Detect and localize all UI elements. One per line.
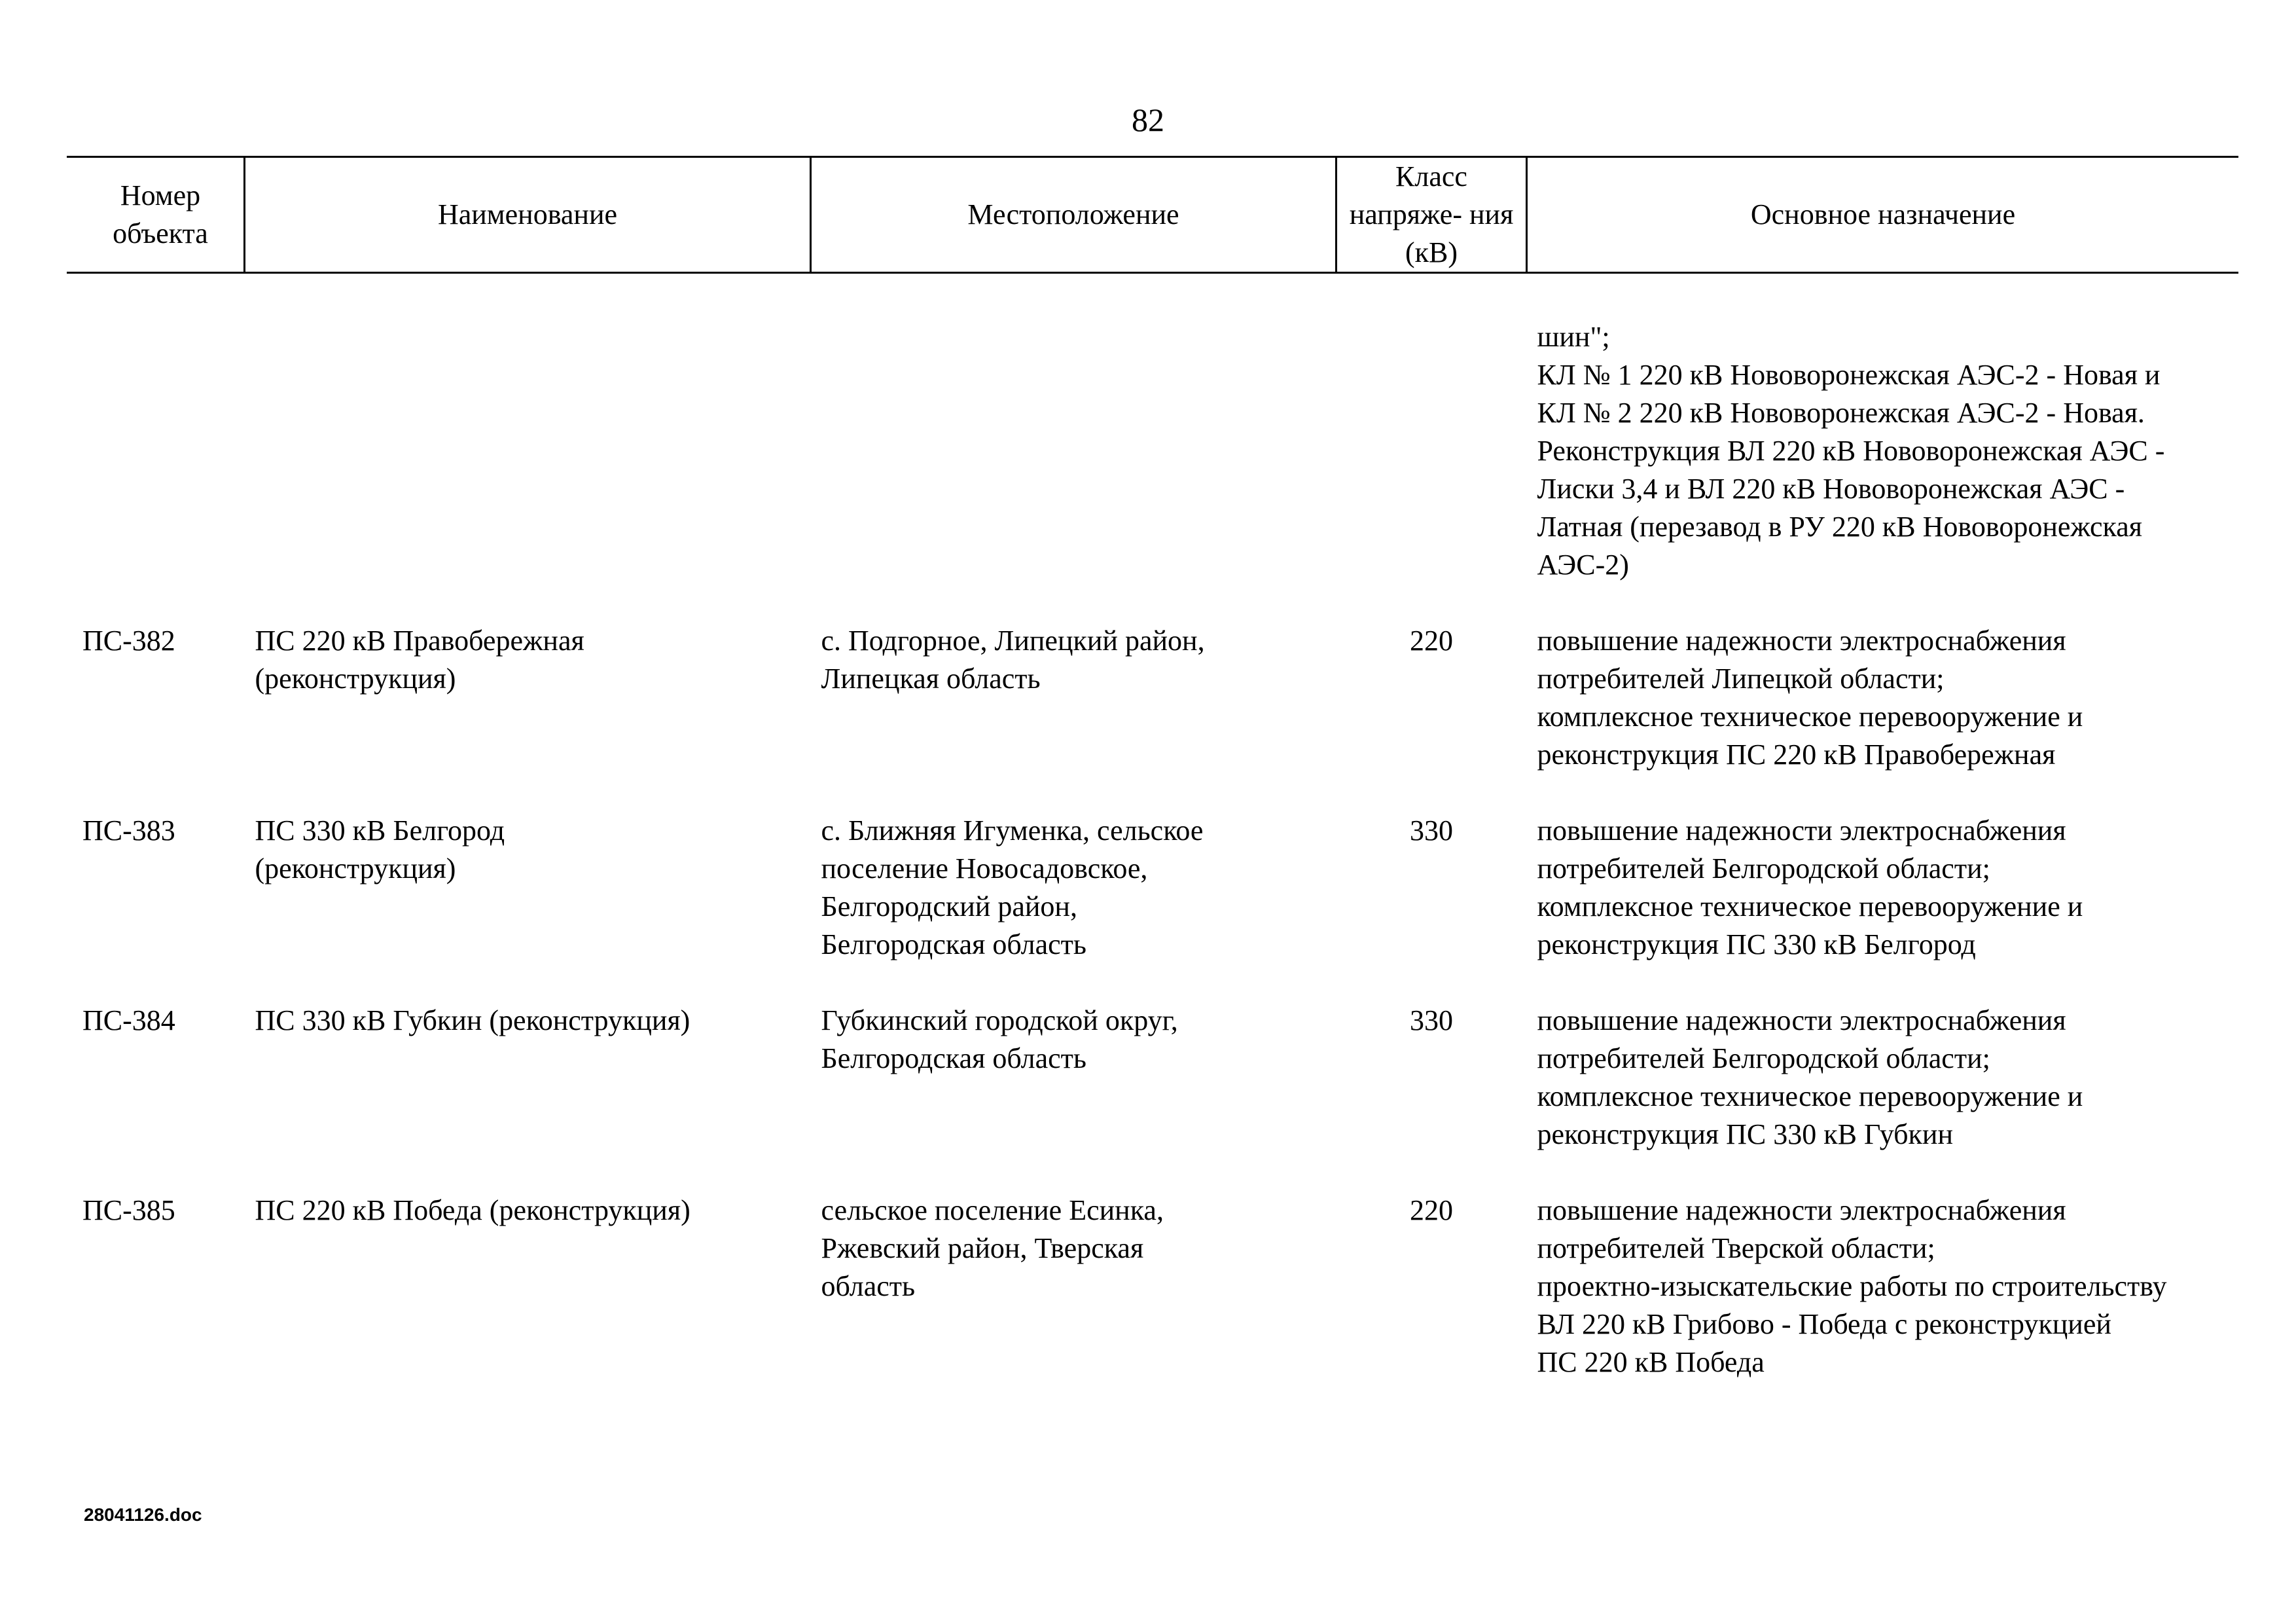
cell-class: [1336, 273, 1527, 623]
cell-purpose: шин"; КЛ № 1 220 кВ Нововоронежская АЭС-2 - Новая и КЛ № 2 220 кВ Нововоронежская АЭС-2 - Новая. Реконструкция ВЛ 220 кВ Нововоронежская АЭС - Лиски 3,4 и ВЛ 220 кВ Нововоронежская АЭС - Латная (перезавод в РУ 220 кВ Нововоронежская АЭС-2): [1537, 321, 2165, 581]
header-object-number: Номер объекта: [67, 157, 245, 273]
cell-purpose: повышение надежности электроснабжения потребителей Белгородской области; комплексное техническое перевооружение и реконструкция ПС 330 кВ Белгород: [1537, 814, 2083, 960]
cell-code: ПС-384: [82, 1004, 175, 1036]
cell-location: сельское поселение Есинка, Ржевский район, Тверская область: [821, 1194, 1164, 1302]
document-filename: 28041126.doc: [84, 1504, 202, 1525]
table-row: [67, 1002, 2238, 1192]
cell-name: ПС 220 кВ Победа (реконструкция): [255, 1194, 691, 1226]
cell-purpose: повышение надежности электроснабжения потребителей Тверской области; проектно-изыскательские работы по строительству ВЛ 220 кВ Грибово - Победа с реконструкцией ПС 220 кВ Победа: [1537, 1194, 2167, 1378]
cell-name: ПС 220 кВ Правобережная (реконструкция): [255, 625, 584, 695]
cell-code: ПС-382: [82, 625, 175, 657]
cell-purpose: повышение надежности электроснабжения потребителей Липецкой области; комплексное техническое перевооружение и реконструкция ПС 220 кВ Правобережная: [1537, 625, 2083, 771]
cell-name: ПС 330 кВ Губкин (реконструкция): [255, 1004, 691, 1036]
page-number: 82: [1132, 101, 1164, 138]
objects-table: [67, 156, 2238, 1419]
cell-class: 330: [1410, 1004, 1453, 1036]
table-row: [67, 1192, 2238, 1419]
cell-location: с. Подгорное, Липецкий район, Липецкая область: [821, 625, 1205, 695]
cell-location: с. Ближняя Игуменка, сельское поселение Новосадовское, Белгородский район, Белгородская область: [821, 814, 1204, 960]
table-header-row: [67, 157, 2238, 273]
table-row: [67, 812, 2238, 1002]
cell-class: 220: [1410, 625, 1453, 657]
cell-purpose: повышение надежности электроснабжения потребителей Белгородской области; комплексное техническое перевооружение и реконструкция ПС 330 кВ Губкин: [1537, 1004, 2083, 1150]
cell-location: Губкинский городской округ, Белгородская область: [821, 1004, 1178, 1074]
cell-class: 220: [1410, 1194, 1453, 1226]
table-row-continuation: [67, 273, 2238, 623]
cell-code: ПС-383: [82, 814, 175, 847]
cell-code: ПС-385: [82, 1194, 175, 1226]
header-purpose: Основное назначение: [1527, 157, 2239, 273]
header-voltage-class: Класс напряже- ния (кВ): [1336, 157, 1527, 273]
cell-code: [67, 273, 245, 623]
cell-name: ПС 330 кВ Белгород (реконструкция): [255, 814, 505, 884]
cell-class: 330: [1410, 814, 1453, 847]
header-location: Местоположение: [811, 157, 1336, 273]
table-row: [67, 622, 2238, 812]
cell-location: [811, 273, 1336, 623]
cell-name: [245, 273, 811, 623]
header-name: Наименование: [245, 157, 811, 273]
